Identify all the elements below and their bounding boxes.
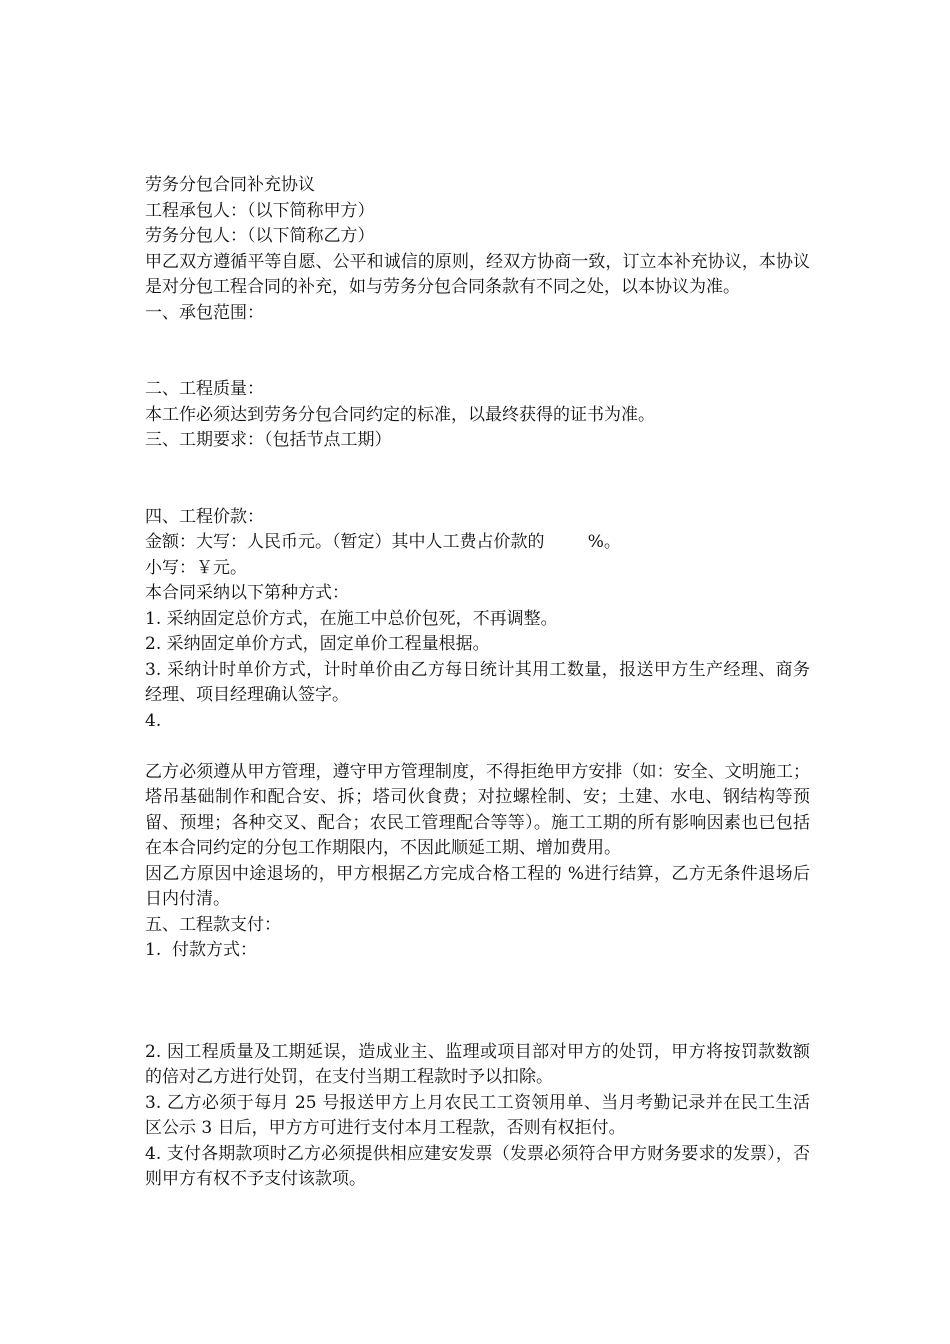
section-3-heading: 三、工期要求：（包括节点工期） — [145, 430, 392, 450]
document-title: 劳务分包合同补充协议 — [145, 175, 315, 195]
method-2: 2. 采纳固定单价方式，固定单价工程量根据。 — [145, 634, 490, 654]
document-body — [145, 173, 810, 1193]
payment-item-1: 1. 付款方式： — [145, 940, 258, 960]
section-5-heading: 五、工程款支付： — [145, 914, 281, 935]
blank-space — [145, 326, 810, 377]
method-1: 1. 采纳固定总价方式，在施工中总价包死，不再调整。 — [145, 608, 558, 629]
exit-clause: 因乙方原因中途退场的，甲方根据乙方完成合格工程的 %进行结算，乙方无条件退场后日内付清。 — [145, 863, 810, 909]
price-amount-line: 金额：大写：人民币元。（暂定）其中人工费占价款的 %。 — [145, 532, 621, 552]
payment-item-2: 2. 因工程质量及工期延误，造成业主、监理或项目部对甲方的处罚，甲方将按罚款数额的倍对乙方进行处罚，在支付当期工程款时予以扣除。 — [145, 1041, 810, 1087]
section-2-heading: 二、工程质量： — [145, 379, 264, 399]
section-1-heading: 一、承包范围： — [145, 302, 264, 323]
section-2-text: 本工作必须达到劳务分包合同约定的标准，以最终获得的证书为准。 — [145, 404, 655, 425]
method-4: 4. — [145, 710, 162, 731]
price-small-line: 小写：￥元。 — [145, 557, 247, 578]
party-a-line: 工程承包人：（以下简称甲方） — [145, 200, 375, 221]
blank-space — [145, 964, 810, 1040]
payment-item-3: 3. 乙方必须于每月 25 号报送甲方上月农民工工资领用单、当月考勤记录并在民工生活区公示 3 日后，甲方方可进行支付本月工程款，否则有权拒付。 — [145, 1092, 810, 1138]
payment-item-4: 4. 支付各期款项时乙方必须提供相应建安发票（发票必须符合甲方财务要求的发票），否则甲方有权不予支付该款项。 — [145, 1143, 810, 1189]
blank-space — [145, 454, 810, 505]
section-4-heading: 四、工程价款： — [145, 506, 264, 527]
intro-paragraph: 甲乙双方遵循平等自愿、公平和诚信的原则，经双方协商一致，订立本补充协议，本协议是对分包工程合同的补充，如与劳务分包合同条款有不同之处，以本协议为准。 — [145, 251, 810, 297]
blank-space — [145, 734, 810, 760]
methods-intro: 本合同采纳以下第种方式： — [145, 583, 349, 603]
obligations-paragraph: 乙方必须遵从甲方管理，遵守甲方管理制度，不得拒绝甲方安排（如：安全、文明施工；塔吊基础制作和配合安、拆；塔司伙食费；对拉螺栓制、安；土建、水电、钢结构等预留、预埋；各种交叉、配合；农民工管理配合等等）。施工工期的所有影响因素也已包括在本合同约定的分包工作期限内，不因此顺延工期、增加费用。 — [145, 761, 810, 858]
party-b-line: 劳务分包人：（以下简称乙方） — [145, 226, 375, 246]
method-3: 3. 采纳计时单价方式，计时单价由乙方每日统计其用工数量，报送甲方生产经理、商务经理、项目经理确认签字。 — [145, 659, 810, 705]
